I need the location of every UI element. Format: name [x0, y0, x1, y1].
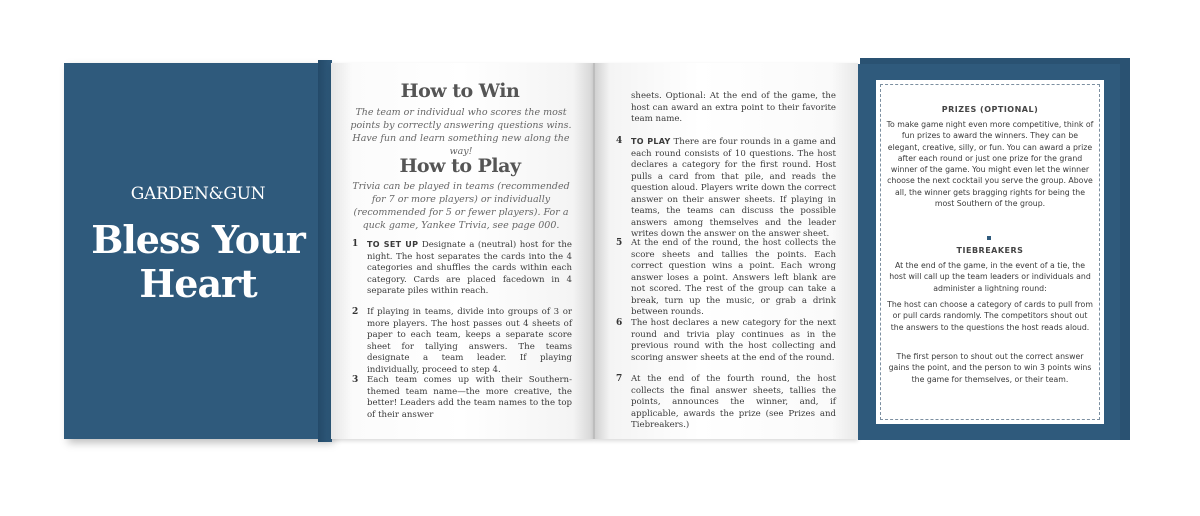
step-text: At the end of the round, the host collects the score sheets and tallies the points. Each correct question wins a point. Each wrong answer loses a point. Answers left blank are not scored. The rest of the group can take a break, turn up the music, or grab a drink between rounds.: [631, 238, 836, 317]
step-text: [367, 239, 572, 298]
prizes-heading: PRIZES (OPTIONAL): [941, 105, 1039, 114]
how-to-play-text: Trivia can be played in teams (recommended for 7 or more players) or individually (recommended for 5 or fewer players). For a quck game, Yankee Trivia, see page 000.: [352, 181, 570, 231]
step-text: If playing in teams, divide into groups of 3 or more players. The host passes out 4 sheets of paper to each team, keeps a separate score sheet for tallying answers. The teams designate a team leader. If playing individually, proceed to step 4.: [367, 307, 572, 375]
cover-title: [76, 218, 320, 306]
prizes-text: To make game night even more competitive, think of fun prizes to award the winners. They can be elegant, creative, silly, or fun. You can award a prize after each round or just one prize for the grand winner of the game. You might even let the winner choose the next cocktail you serve the group. Above all, the winner gets bragging rights for being the most Southern of the group.: [886, 120, 1094, 209]
step-text: [631, 136, 836, 241]
step-lead: TO PLAY: [631, 137, 671, 146]
how-to-play-heading: How to Play: [399, 155, 521, 177]
step-body: There are four rounds in a game and each round consists of 10 questions. The host declares a category for the first round. Host pulls a card from that pile, and reads the question aloud. Players write down the correct answer on their answer sheets. If playing in teams, the teams can discuss the possible answers among themselves and the leader writes down the answer on the answer sheet.: [631, 137, 836, 239]
step-text: The host declares a new category for the next round and trivia play continues as in the previous round with the host collecting and scoring answer sheets at the end of the round.: [631, 318, 836, 363]
tiebreakers-text: The host can choose a category of cards to pull from or pull cards randomly. The competitors shout out the answers to the questions the host reads aloud.: [887, 300, 1093, 332]
step-body: Designate a (neutral) host for the night. The host separates the cards into the 4 categories and shuffles the cards within each category. Cards are placed facedown in 4 separate piles within reach.: [367, 240, 573, 296]
continued-text: sheets. Optional: At the end of the game, the host can award an extra point to their favorite team name.: [631, 91, 836, 124]
step-text: Each team comes up with their Southern-themed team name—the more creative, the better! Leaders add the team names to the top of their answer: [367, 375, 572, 420]
step-number: 6: [616, 318, 623, 328]
step-number: 2: [352, 307, 359, 317]
step-number: 4: [616, 136, 623, 146]
tiebreakers-text: At the end of the game, in the event of a tie, the host will call up the team leaders or individuals and administer a lightning round:: [889, 261, 1091, 293]
tiebreakers-text: The first person to shout out the correct answer gains the point, and the person to win 3 points wins the game for themselves, or their team.: [888, 352, 1092, 384]
cover-title-line2: Heart: [139, 261, 257, 306]
cover-spine: [318, 60, 332, 442]
how-to-win-heading: How to Win: [400, 80, 520, 102]
step-number: 1: [352, 239, 359, 249]
step-number: 5: [616, 238, 623, 248]
step-lead: TO SET UP: [367, 240, 419, 249]
page-fold: [593, 63, 595, 439]
tiebreakers-heading: TIEBREAKERS: [956, 246, 1024, 255]
step-number: 3: [352, 375, 359, 385]
step-text: At the end of the fourth round, the host collects the final answer sheets, tallies the points, announces the winner, and, if applicable, awards the prize (see Prizes and Tiebreakers.): [631, 374, 836, 430]
step-number: 7: [616, 374, 623, 384]
brand-logo: GARDEN&GUN: [130, 184, 266, 204]
divider-square: [987, 236, 991, 240]
cover-title-line1: Bless Your: [91, 217, 305, 262]
how-to-win-text: The team or individual who scores the most points by correctly answering questions wins. Have fun and learn something new along the way!: [350, 107, 572, 157]
